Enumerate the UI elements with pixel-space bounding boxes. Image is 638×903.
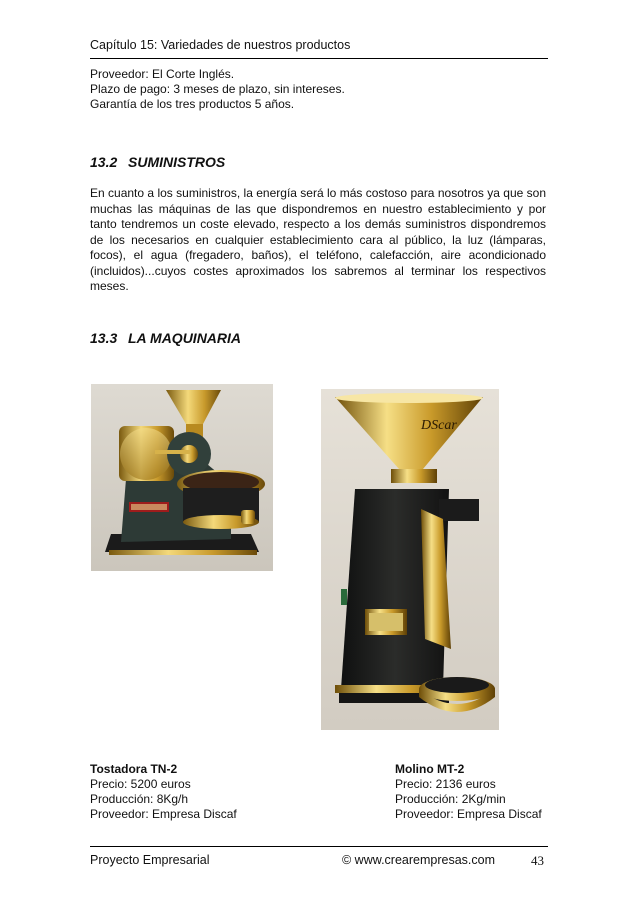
footer-website: © www.crearempresas.com — [342, 853, 495, 867]
supplier-line: Proveedor: El Corte Inglés. — [90, 67, 235, 81]
footer-left: Proyecto Empresarial — [90, 853, 210, 867]
product-caption-grinder — [395, 762, 542, 822]
product-supplier: Proveedor: Empresa Discaf — [90, 807, 237, 821]
grinder-photo — [321, 389, 499, 730]
section-heading-maquinaria — [90, 330, 241, 346]
product-price: Precio: 5200 euros — [90, 777, 191, 791]
section-number: 13.2 — [90, 154, 118, 170]
section-title: LA MAQUINARIA — [128, 330, 242, 346]
chapter-header: Capítulo 15: Variedades de nuestros productos — [90, 38, 351, 52]
product-caption-roaster — [90, 762, 237, 822]
product-production: Producción: 8Kg/h — [90, 792, 189, 806]
page-number: 43 — [531, 853, 544, 868]
warranty-line: Garantía de los tres productos 5 años. — [90, 97, 295, 111]
product-price: Precio: 2136 euros — [395, 777, 496, 791]
footer-rule — [90, 846, 548, 847]
product-name: Molino MT-2 — [395, 762, 465, 776]
section-title: SUMINISTROS — [128, 154, 226, 170]
section-heading-suministros — [90, 154, 225, 170]
roaster-photo — [91, 384, 273, 571]
product-production: Producción: 2Kg/min — [395, 792, 506, 806]
intro-block — [90, 67, 345, 112]
header-rule — [90, 58, 548, 59]
section-number: 13.3 — [90, 330, 118, 346]
suministros-paragraph: En cuanto a los suministros, la energía será lo más costoso para nosotros ya que son muchas las máquinas de las que dispondremos en nuestro establecimiento y por tanto tendremos un coste elevado, respecto a los demás suministros dispondremos de los necesarios en cualquier establecimiento cara al público, la luz (lámparas, focos), el agua (fregadero, baños), el teléfono, calefacción, aire acondicionado (incluidos)...cuyos costes aproximados los sabremos al terminar los respectivos meses. — [90, 186, 546, 293]
payment-line: Plazo de pago: 3 meses de plazo, sin intereses. — [90, 82, 345, 96]
product-supplier: Proveedor: Empresa Discaf — [395, 807, 542, 821]
grinder-logo: DScar — [421, 418, 457, 433]
product-name: Tostadora TN-2 — [90, 762, 178, 776]
